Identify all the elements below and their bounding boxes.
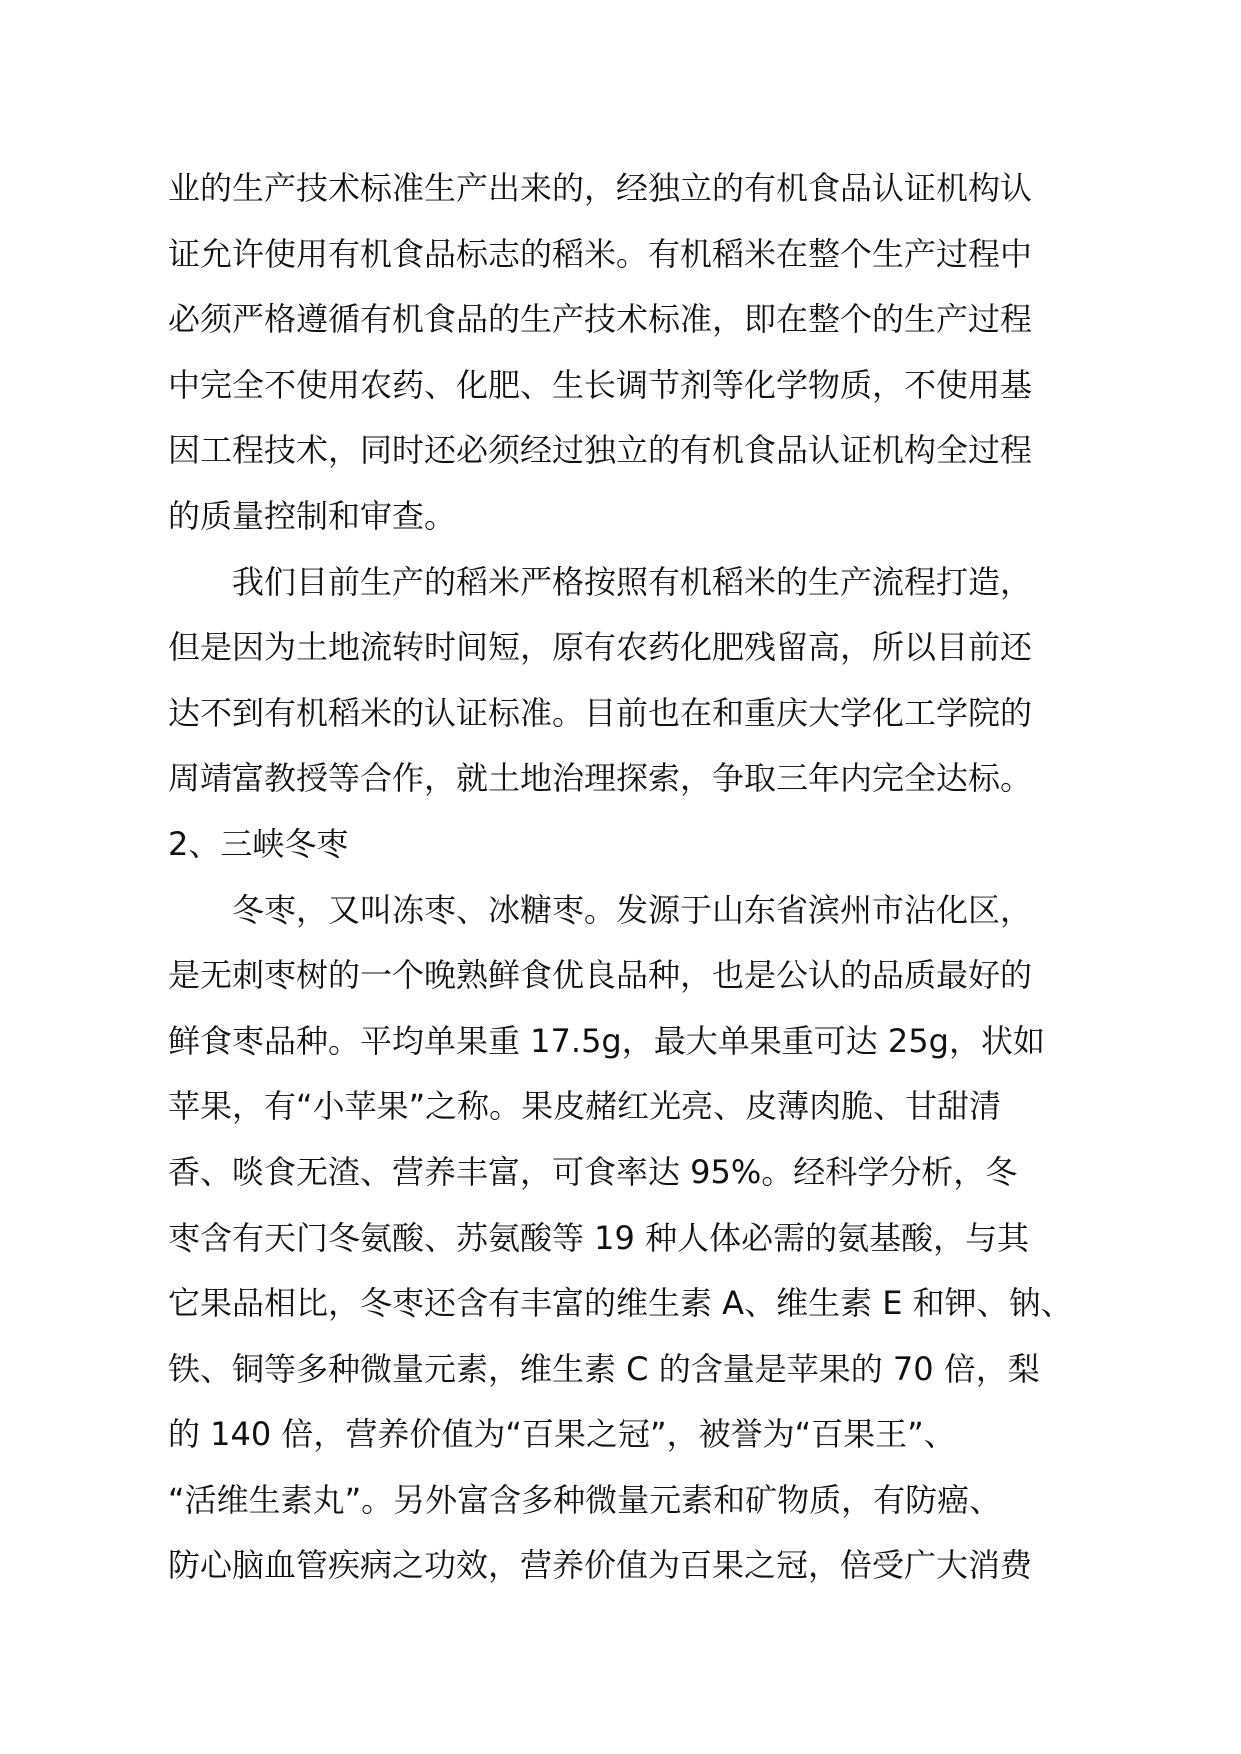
body-text bbox=[168, 156, 1073, 1599]
text-line: 因工程技术，同时还必须经过独立的有机食品认证机构全过程 bbox=[168, 431, 1033, 470]
text-line: 的质量控制和审查。 bbox=[168, 496, 457, 535]
text-line: 防心脑血管疾病之功效，营养价值为百果之冠，倍受广大消费 bbox=[168, 1546, 1033, 1585]
text-line: 铁、铜等多种微量元素，维生素 C 的含量是苹果的 70 倍，梨 bbox=[168, 1349, 1040, 1388]
text-line: “活维生素丸”。另外富含多种微量元素和矿物质，有防癌、 bbox=[168, 1480, 1002, 1519]
text-line: 是无刺枣树的一个晚熟鲜食优良品种，也是公认的品质最好的 bbox=[168, 956, 1033, 995]
text-line: 它果品相比，冬枣还含有丰富的维生素 A、维生素 E 和钾、钠、 bbox=[168, 1284, 1073, 1323]
text-line: 必须严格遵循有机食品的生产技术标准，即在整个的生产过程 bbox=[168, 300, 1033, 339]
text-line: 达不到有机稻米的认证标准。目前也在和重庆大学化工学院的 bbox=[168, 693, 1033, 732]
text-line: 但是因为土地流转时间短，原有农药化肥残留高，所以目前还 bbox=[168, 628, 1033, 667]
text-line: 我们目前生产的稻米严格按照有机稻米的生产流程打造， bbox=[168, 562, 1033, 601]
text-line: 鲜食枣品种。平均单果重 17.5g，最大单果重可达 25g，状如 bbox=[168, 1021, 1045, 1060]
text-line: 枣含有天门冬氨酸、苏氨酸等 19 种人体必需的氨基酸，与其 bbox=[168, 1218, 1030, 1257]
text-line: 香、啖食无渣、营养丰富，可食率达 95%。经科学分析，冬 bbox=[168, 1152, 1018, 1191]
section-heading: 2、三峡冬枣 bbox=[168, 824, 349, 863]
text-line: 业的生产技术标准生产出来的，经独立的有机食品认证机构认 bbox=[168, 169, 1033, 207]
text-line: 苹果，有“小苹果”之称。果皮赭红光亮、皮薄肉脆、甘甜清 bbox=[168, 1087, 1002, 1126]
text-line: 的 140 倍，营养价值为“百果之冠”，被誉为“百果王”、 bbox=[168, 1415, 956, 1454]
text-line: 中完全不使用农药、化肥、生长调节剂等化学物质，不使用基 bbox=[168, 365, 1033, 404]
text-line: 证允许使用有机食品标志的稻米。有机稻米在整个生产过程中 bbox=[168, 234, 1033, 273]
text-line: 冬枣，又叫冻枣、冰糖枣。发源于山东省滨州市沾化区， bbox=[168, 890, 1033, 929]
text-line: 周靖富教授等合作，就土地治理探索，争取三年内完全达标。 bbox=[168, 759, 1033, 798]
